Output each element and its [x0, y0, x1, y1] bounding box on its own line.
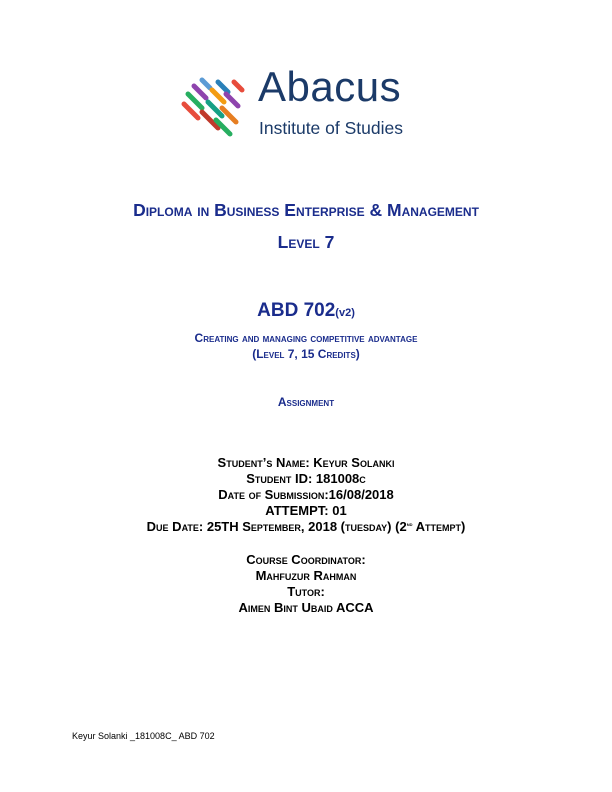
- module-name: Creating and managing competitive advantage: [194, 331, 418, 345]
- due-date: [0, 519, 612, 534]
- abacus-bars-icon: [180, 74, 252, 146]
- level-title: Level 7: [277, 232, 335, 252]
- due-date-suffix: Attempt): [412, 519, 466, 534]
- attempt: ATTEMPT: 01: [265, 503, 347, 518]
- module-code-text: ABD 702: [257, 300, 336, 321]
- tutor-label: Tutor:: [287, 584, 325, 599]
- submission-date: Date of Submission:16/08/2018: [218, 487, 394, 502]
- logo-subtitle: Institute of Studies: [259, 118, 403, 138]
- student-id: Student ID: 181008c: [246, 471, 366, 486]
- module-version: (v2): [335, 307, 355, 319]
- module-type: Assignment: [277, 395, 335, 409]
- student-name: Student’s Name: Keyur Solanki: [217, 455, 395, 470]
- logo-name: Abacus: [258, 63, 402, 110]
- coordinator-name: Mahfuzur Rahman: [255, 568, 357, 583]
- page-footer: Keyur Solanki _181008C_ ABD 702: [72, 731, 215, 741]
- abacus-logo: [180, 63, 425, 154]
- coordinator-label: Course Coordinator:: [246, 552, 366, 567]
- module-credits: (Level 7, 15 Credits): [252, 347, 360, 361]
- due-date-superscript: nd: [406, 522, 413, 528]
- programme-title: Diploma in Business Enterprise & Management: [133, 200, 479, 220]
- tutor-name: Aimen Bint Ubaid ACCA: [238, 600, 374, 615]
- due-date-prefix: Due Date: 25TH September, 2018 (tuesday) (2: [146, 519, 407, 534]
- module-code: [0, 300, 612, 322]
